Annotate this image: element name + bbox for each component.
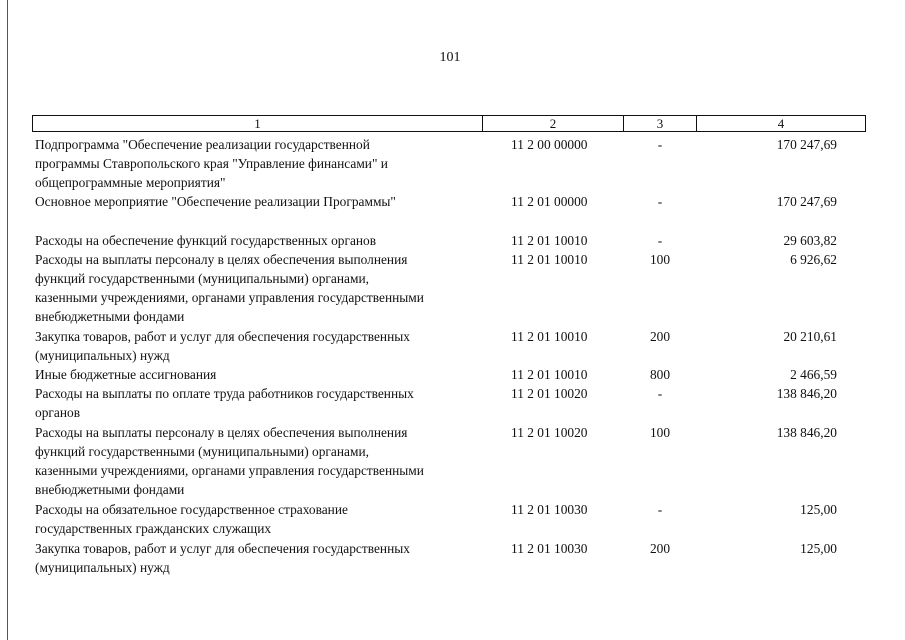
row-sum: 170 247,69 [776,137,837,152]
row-name: Основное мероприятие "Обеспечение реализации Программы" [35,194,396,209]
row-code: 11 2 01 10010 [511,367,588,382]
table-header-row [32,115,866,132]
row-code: 11 2 01 10020 [511,386,588,401]
row-expense-type: - [657,137,663,152]
row-name: Закупка товаров, работ и услуг для обеспечения государственных (муниципальных) нужд [35,329,410,363]
row-sum: 2 466,59 [790,367,837,382]
table-row [35,250,865,327]
row-sum: 125,00 [800,541,837,556]
table-row [35,231,865,250]
row-name: Подпрограмма "Обеспечение реализации государственной программы Ставропольского края "Управление финансами" и общепрограммные мероприятия" [35,137,388,190]
row-code: 11 2 01 10010 [511,329,588,344]
column-header-4: 4 [777,116,785,131]
table-row [35,365,865,384]
row-sum: 125,00 [800,502,837,517]
row-expense-type: - [657,386,663,401]
row-code: 11 2 01 10030 [511,502,588,517]
row-expense-type: - [657,233,663,248]
row-code: 11 2 00 00000 [511,137,588,152]
row-name: Расходы на выплаты по оплате труда работников государственных органов [35,386,414,420]
column-header-2: 2 [483,116,624,131]
row-code: 11 2 01 10020 [511,425,588,440]
row-name: Расходы на обязательное государственное страхование государственных гражданских служащих [35,502,348,536]
row-name: Расходы на обеспечение функций государственных органов [35,233,377,248]
table-row [35,500,865,539]
table-row [35,135,865,192]
row-name: Расходы на выплаты персоналу в целях обеспечения выполнения функций государственными (муниципальными) органами, казенными учреждениями, органами управления государственными внебюджетными фондами [35,252,424,324]
row-expense-type: - [657,194,663,209]
table-row [35,384,865,423]
table-row [35,539,865,577]
row-expense-type: 200 [649,329,671,344]
row-sum: 29 603,82 [783,233,837,248]
row-name: Иные бюджетные ассигнования [35,367,217,382]
row-sum: 170 247,69 [776,194,837,209]
row-expense-type: 100 [649,425,671,440]
row-name: Расходы на выплаты персоналу в целях обеспечения выполнения функций государственными (муниципальными) органами, казенными учреждениями, органами управления государственными внебюджетными фондами [35,425,424,497]
page-left-edge [7,0,8,640]
table-row [35,327,865,365]
row-expense-type: 800 [649,367,671,382]
column-header-3: 3 [624,116,697,131]
row-expense-type: 100 [649,252,671,267]
row-code: 11 2 01 10010 [511,252,588,267]
row-code: 11 2 01 00000 [511,194,588,209]
budget-table-body [35,135,865,577]
row-sum: 138 846,20 [776,386,837,401]
row-name: Закупка товаров, работ и услуг для обеспечения государственных (муниципальных) нужд [35,541,410,575]
table-row [35,423,865,500]
row-sum: 6 926,62 [790,252,837,267]
table-row [35,192,865,231]
page-number: 101 [439,50,461,65]
row-sum: 20 210,61 [783,329,837,344]
row-code: 11 2 01 10030 [511,541,588,556]
column-header-1: 1 [33,116,483,131]
row-sum: 138 846,20 [776,425,837,440]
row-expense-type: 200 [649,541,671,556]
row-code: 11 2 01 10010 [511,233,588,248]
row-expense-type: - [657,502,663,517]
